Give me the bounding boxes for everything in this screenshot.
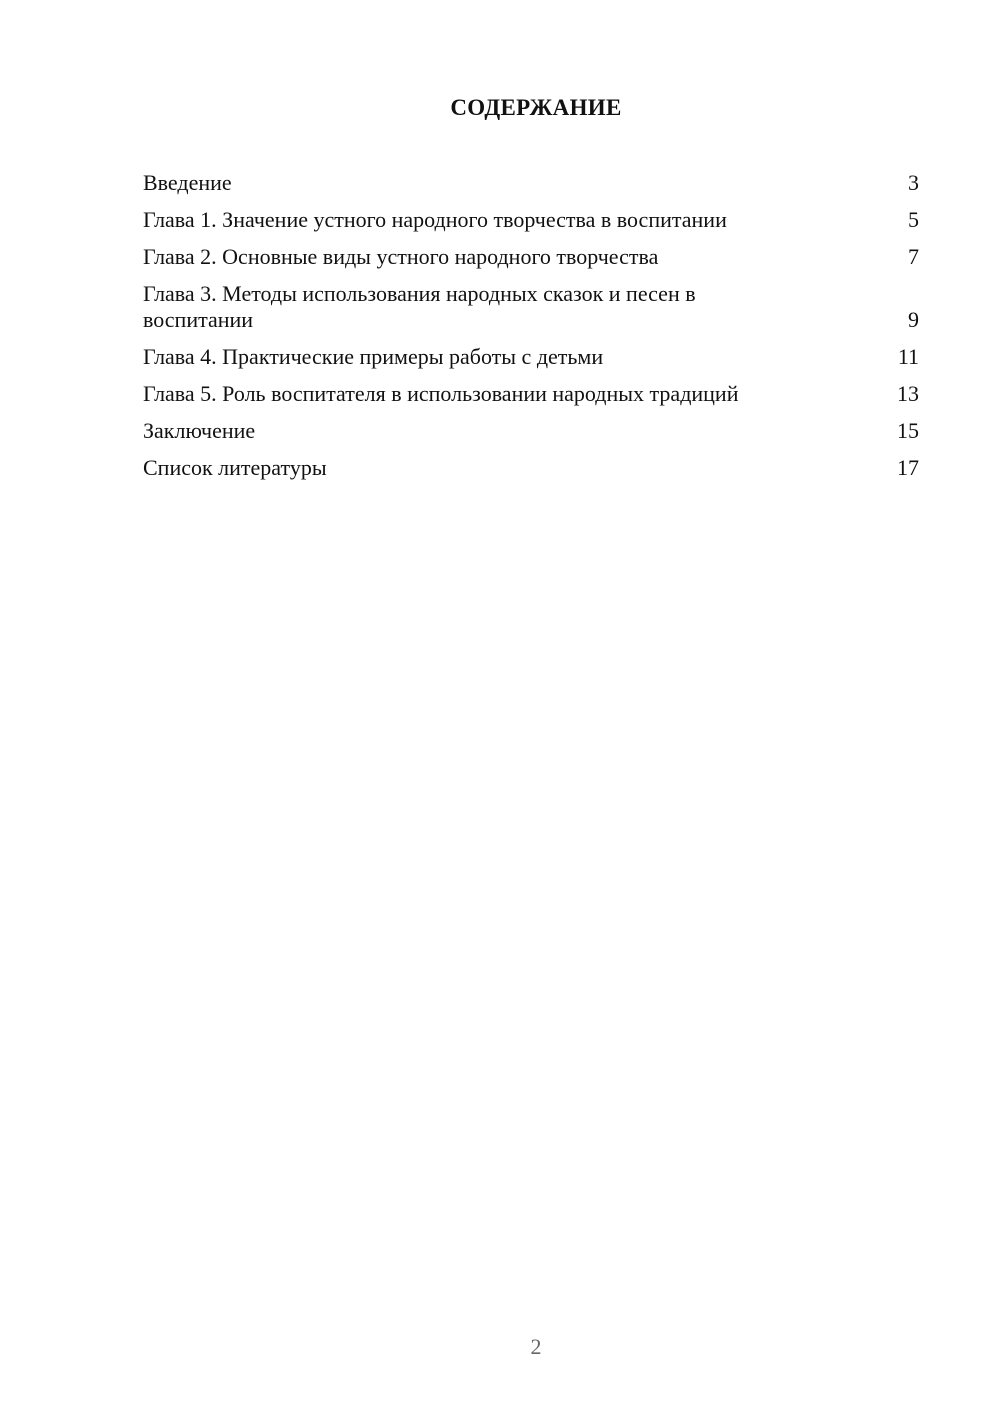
- toc-entry-page: 13: [897, 381, 919, 406]
- toc-entry-page: 7: [908, 244, 919, 269]
- toc-entry: [143, 207, 919, 233]
- toc-entry: [143, 381, 919, 407]
- toc-entry: [143, 281, 919, 333]
- toc-entry-title: Заключение: [143, 418, 256, 443]
- toc-entry-page: 11: [897, 344, 919, 369]
- toc-entry-title: Введение: [143, 170, 232, 195]
- toc-entry-title: Глава 4. Практические примеры работы с детьми: [143, 344, 604, 369]
- toc-entry-title: Глава 1. Значение устного народного творчества в воспитании: [143, 207, 727, 232]
- toc-entry-title: Список литературы: [143, 455, 327, 480]
- toc-entry-title: Глава 5. Роль воспитателя в использовании народных традиций: [143, 381, 739, 406]
- toc-entry-page: 3: [908, 170, 919, 195]
- toc-entry-page: 15: [897, 418, 919, 443]
- page-number: 2: [530, 1334, 542, 1359]
- page-title: СОДЕРЖАНИЕ: [450, 95, 622, 120]
- toc-entry: [143, 344, 919, 370]
- toc-entry: [143, 170, 919, 196]
- toc-entry-page: 9: [908, 307, 919, 332]
- toc-entry: [143, 244, 919, 270]
- toc-entry-title: Глава 3. Методы использования народных сказок и песен в воспитании: [143, 281, 696, 332]
- toc-entry-page: 5: [908, 207, 919, 232]
- toc-entry: [143, 418, 919, 444]
- table-of-contents: [143, 170, 919, 492]
- toc-entry: [143, 455, 919, 481]
- toc-entry-title: Глава 2. Основные виды устного народного творчества: [143, 244, 659, 269]
- toc-entry-page: 17: [897, 455, 919, 480]
